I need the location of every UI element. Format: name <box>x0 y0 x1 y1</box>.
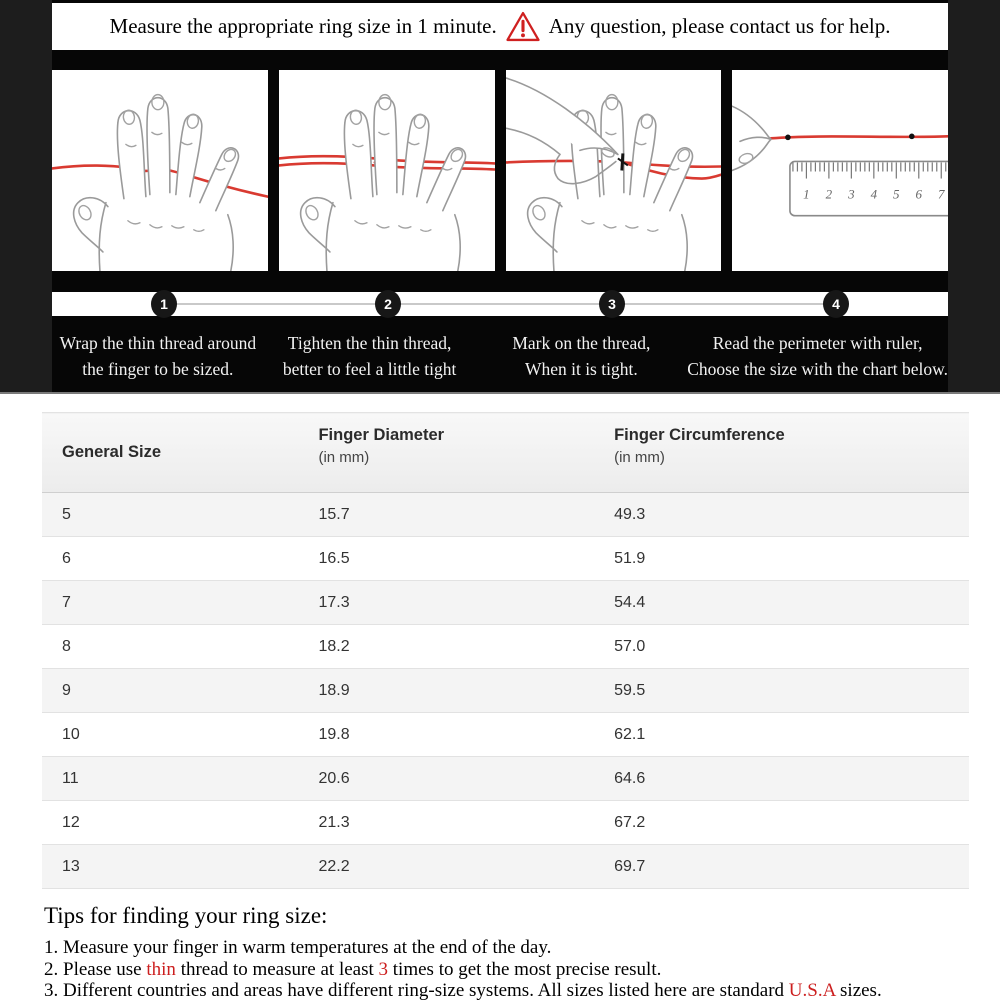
header-finger-circumference: Finger Circumference (in mm) <box>594 413 969 493</box>
table-row: 9 18.9 59.5 <box>42 669 969 713</box>
banner-text-before: Measure the appropriate ring size in 1 minute. <box>109 14 497 38</box>
tip-item-3: 3. Different countries and areas have different ring-size systems. All sizes listed here are standard U.S.A sizes. <box>44 980 882 1000</box>
banner-text-after: Any question, please contact us for help. <box>548 14 891 38</box>
warning-triangle-icon <box>505 11 541 42</box>
table-row: 6 16.5 51.9 <box>42 537 969 581</box>
tip-item-1: 1. Measure your finger in warm temperatures at the end of the day. <box>44 937 552 958</box>
step-number-badge: 3 <box>599 290 625 318</box>
step-caption-3: Mark on the thread, When it is tight. <box>512 333 651 379</box>
table-row: 10 19.8 62.1 <box>42 713 969 757</box>
step-progress-bar <box>52 290 948 318</box>
table-row: 11 20.6 64.6 <box>42 757 969 801</box>
step-number-badge: 2 <box>375 290 401 318</box>
tip-item-2: 2. Please use thin thread to measure at least 3 times to get the most precise result. <box>44 958 662 980</box>
svg-text:4: 4 <box>870 186 878 202</box>
step-caption-4: Read the perimeter with ruler, Choose the size with the chart below. <box>687 333 949 379</box>
panel-wrap-thread <box>52 70 268 271</box>
step-captions <box>52 330 948 382</box>
step-number-badge: 4 <box>823 290 849 318</box>
header-general-size: General Size <box>42 413 298 493</box>
hand-wrap-illustration <box>52 70 268 271</box>
measure-dot <box>909 134 915 140</box>
instructions-section <box>0 0 1000 394</box>
hand-tighten-illustration <box>279 70 495 271</box>
measure-dot <box>785 135 791 141</box>
ring-size-table <box>42 412 969 889</box>
ruler-illustration <box>732 70 948 271</box>
svg-text:1: 1 <box>803 186 810 202</box>
step-number-badge: 1 <box>151 290 177 318</box>
hand-mark-illustration <box>506 70 722 271</box>
svg-text:2: 2 <box>825 186 833 202</box>
instructions-inner <box>52 0 948 392</box>
table-row: 13 22.2 69.7 <box>42 845 969 889</box>
svg-text:5: 5 <box>893 186 900 202</box>
table-header-row <box>42 413 969 493</box>
table-row: 12 21.3 67.2 <box>42 801 969 845</box>
illustration-panels <box>52 70 948 271</box>
step-caption-1: Wrap the thin thread around the finger to be sized. <box>59 333 257 379</box>
banner <box>52 3 948 50</box>
panel-tighten-thread <box>279 70 495 271</box>
svg-text:6: 6 <box>915 186 923 202</box>
panel-mark-thread <box>506 70 722 271</box>
svg-text:7: 7 <box>938 186 945 202</box>
header-finger-diameter: Finger Diameter (in mm) <box>298 413 594 493</box>
tips-title: Tips for finding your ring size: <box>44 903 328 928</box>
tips-section <box>44 903 1000 1000</box>
panel-measure-ruler <box>732 70 948 271</box>
table-row: 8 18.2 57.0 <box>42 625 969 669</box>
svg-text:3: 3 <box>848 186 855 202</box>
thread-line <box>771 136 948 138</box>
table-row: 5 15.7 49.3 <box>42 493 969 537</box>
table-row: 7 17.3 54.4 <box>42 581 969 625</box>
step-caption-2: Tighten the thin thread, better to feel a little tight <box>282 333 457 379</box>
